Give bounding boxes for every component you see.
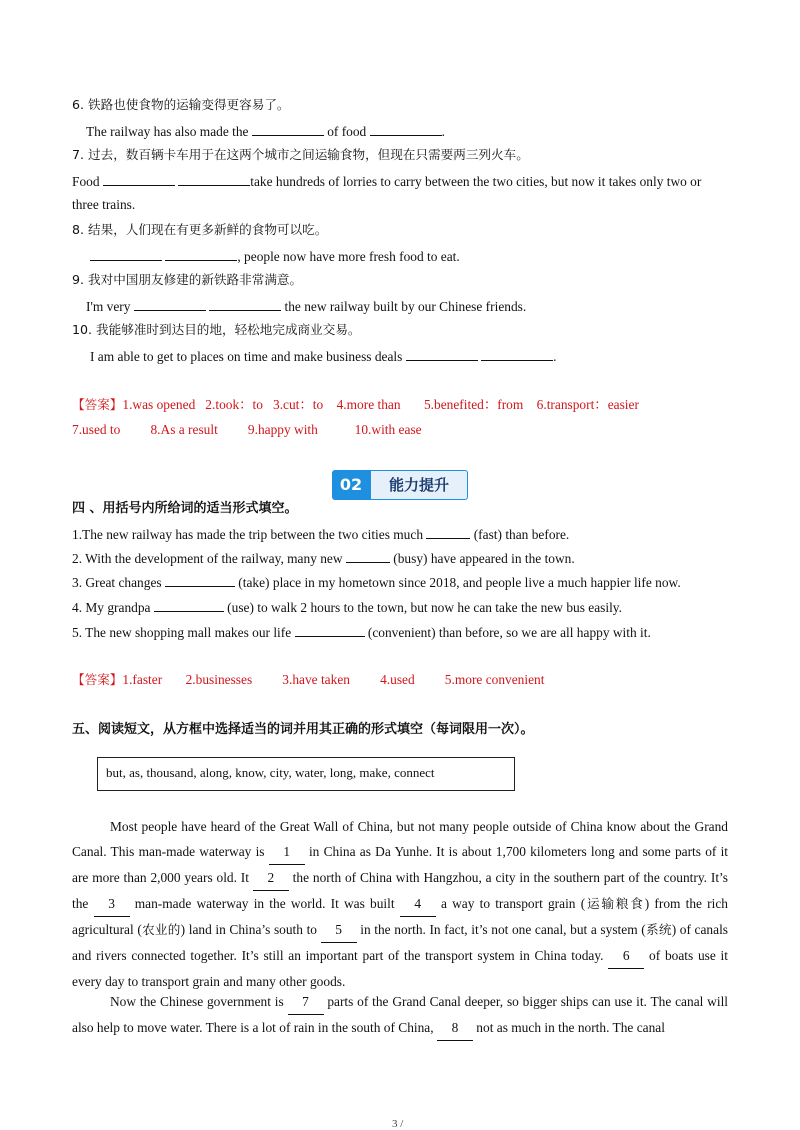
blank-8[interactable]: 8 — [437, 1015, 473, 1041]
answer-line-1: 【答案】1.was opened 2.took：to 3.cut：to 4.more than 5.benefited：from 6.transport：easier — [72, 397, 639, 412]
blank[interactable] — [406, 346, 478, 361]
blank[interactable] — [481, 346, 553, 361]
answer-line-2: 7.used to 8.As a result 9.happy with 10.with ease — [72, 422, 422, 437]
s4-question-3: 3. Great changes (take) place in my hometown since 2018, and people live a much happier life now. — [72, 572, 681, 592]
section-badge — [332, 470, 468, 500]
blank[interactable] — [252, 121, 324, 136]
blank-6[interactable]: 6 — [608, 943, 644, 969]
blank-5[interactable]: 5 — [321, 917, 357, 943]
s4-question-5: 5. The new shopping mall makes our life (convenient) than before, so we are all happy with it. — [72, 622, 651, 642]
blank[interactable] — [370, 121, 442, 136]
blank-4[interactable]: 4 — [400, 891, 436, 917]
item-9-en: I'm very the new railway built by our Chinese friends. — [86, 296, 526, 316]
blank[interactable] — [165, 572, 235, 587]
item-8-en: , people now have more fresh food to eat. — [90, 246, 460, 266]
section-5-title: 五、阅读短文，从方框中选择适当的词并用其正确的形式填空（每词限用一次）。 — [72, 722, 534, 737]
blank[interactable] — [103, 171, 175, 186]
item-8-cn: 8. 结果，人们现在有更多新鲜的食物可以吃。 — [72, 222, 328, 237]
s4-question-2: 2. With the development of the railway, many new (busy) have appeared in the town. — [72, 548, 575, 568]
item-10-cn: 10. 我能够准时到达目的地，轻松地完成商业交易。 — [72, 322, 361, 337]
item-6-cn: 6. 铁路也使食物的运输变得更容易了。 — [72, 97, 290, 112]
s4-question-4: 4. My grandpa (use) to walk 2 hours to the town, but now he can take the new bus easily. — [72, 597, 622, 617]
blank-1[interactable]: 1 — [269, 839, 305, 865]
item-7-en-cont: three trains. — [72, 197, 136, 212]
blank[interactable] — [346, 548, 390, 563]
badge-number: 02 — [332, 470, 370, 500]
passage-paragraph-1: Most people have heard of the Great Wall of China, but not many people outside of China know about the Grand Canal. This man-made waterway is 1 in China as Da Yunhe. It is about 1,700 kilometers long and some parts of it are more than 2,000 years old. It 2 the north of China with Hangzhou, a city in the southern part of the country. It’s the 3 man-made waterway in the world. It was built 4 a way to transport grain (运输粮食) from the rich agricultural (农业的) land in China’s south to 5 in the north. In fact, it’s not one canal, but a system (系统) of canals and rivers connected together. It’s still an important part of the transport system in China today. 6 of boats use it every day to transport grain and many other goods. — [72, 819, 729, 989]
word-box: but, as, thousand, along, know, city, water, long, make, connect — [97, 757, 515, 791]
passage-paragraph-2: Now the Chinese government is 7 parts of the Grand Canal deeper, so bigger ships can use it. The canal will also help to move water. There is a lot of rain in the south of China, 8 not as much in the north. The canal — [72, 989, 728, 1041]
blank[interactable] — [178, 171, 250, 186]
badge-label: 能力提升 — [370, 470, 468, 500]
blank[interactable] — [134, 296, 206, 311]
s4-question-1: 1.The new railway has made the trip between the two cities much (fast) than before. — [72, 524, 569, 544]
blank[interactable] — [209, 296, 281, 311]
item-7-cn: 7. 过去，数百辆卡车用于在这两个城市之间运输食物，但现在只需要两三列火车。 — [72, 147, 529, 162]
blank[interactable] — [165, 246, 237, 261]
item-7-en: Food take hundreds of lorries to carry between the two cities, but now it takes only two or — [72, 171, 701, 191]
blank-3[interactable]: 3 — [94, 891, 130, 917]
blank-2[interactable]: 2 — [253, 865, 289, 891]
blank[interactable] — [154, 597, 224, 612]
blank[interactable] — [90, 246, 162, 261]
item-9-cn: 9. 我对中国朋友修建的新铁路非常满意。 — [72, 272, 303, 287]
answer-line-3: 【答案】1.faster 2.businesses 3.have taken 4.used 5.more convenient — [72, 672, 545, 687]
blank-7[interactable]: 7 — [288, 989, 324, 1015]
page-number: 3 / — [392, 1118, 404, 1130]
blank[interactable] — [295, 622, 365, 637]
section-4-title: 四 、用括号内所给词的适当形式填空。 — [72, 501, 298, 516]
item-10-en: I am able to get to places on time and make business deals . — [90, 346, 556, 366]
blank[interactable] — [426, 524, 470, 539]
item-6-en: The railway has also made the of food . — [86, 121, 445, 141]
